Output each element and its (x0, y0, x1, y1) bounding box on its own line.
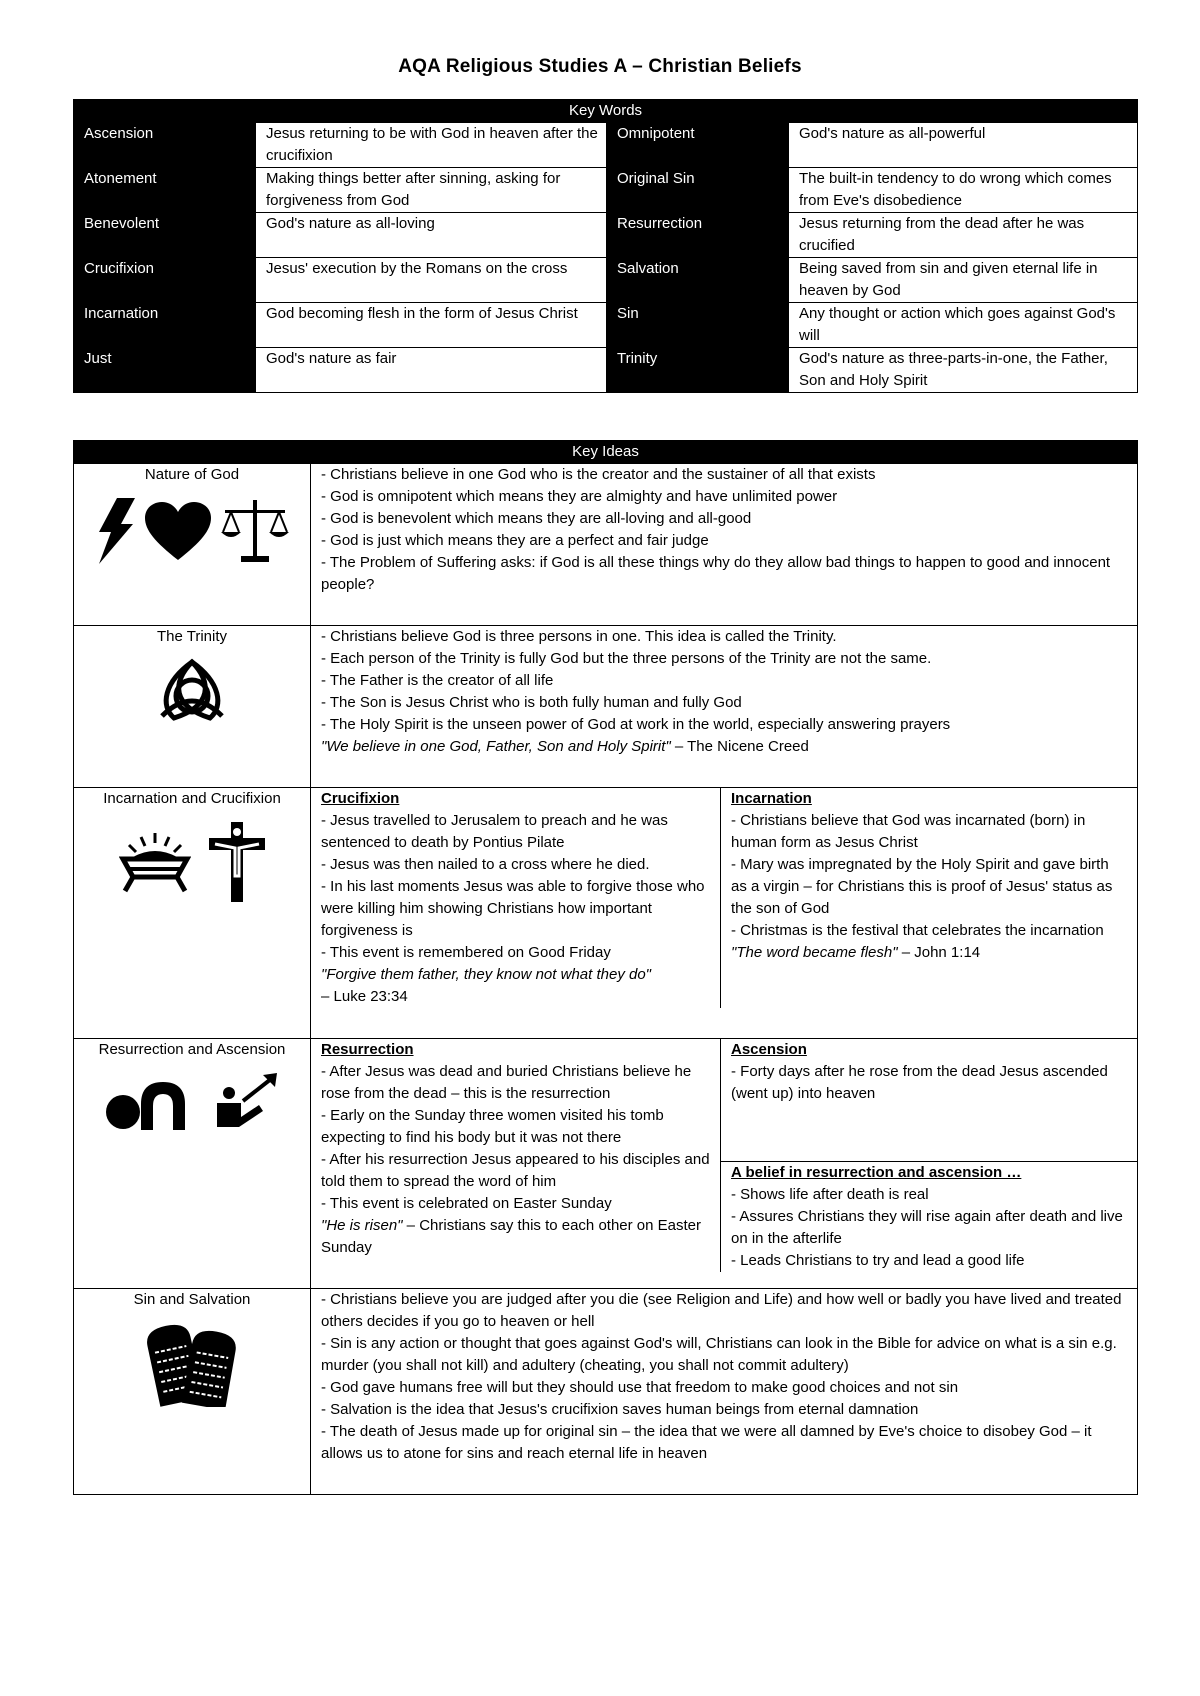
quote-source: – John 1:14 (897, 944, 981, 961)
text-line: - This event is remembered on Good Friday (321, 944, 611, 961)
text-line: - In his last moments Jesus was able to forgive those who were killing him showing Christians how important forgiveness is (321, 878, 705, 939)
key-ideas-header: Key Ideas (74, 441, 1138, 464)
text-line: - God gave humans free will but they should use that freedom to make good choices and not sin (321, 1379, 959, 1396)
key-word-row (74, 258, 1138, 303)
topic-label: Incarnation and Crucifixion (103, 790, 281, 807)
key-words-header: Key Words (74, 100, 1138, 123)
quote-source: – Christians say this to each other on Easter Sunday (321, 1217, 701, 1256)
heart-icon (145, 502, 211, 560)
definition: God's nature as all-powerful (789, 123, 1138, 168)
quote-line (321, 736, 1127, 758)
term: Trinity (607, 348, 789, 393)
trinity-row (74, 626, 1138, 788)
text-line: - Sin is any action or thought that goes against God's will, Christians can look in the Bible for advice on what is a sin e.g. murder (you shall not kill) and adultery (cheating, you shall not commit adultery) (321, 1335, 1117, 1374)
quote: "He is risen" (321, 1217, 403, 1234)
text-line: - The death of Jesus made up for original sin – the idea that we were all damned by Eve's choice to disobey God – it allows us to atone for sins and reach eternal life in heaven (321, 1423, 1092, 1462)
sin-salvation-row (74, 1289, 1138, 1495)
key-word-row (74, 213, 1138, 258)
text-line: - Shows life after death is real (731, 1186, 929, 1203)
page-title: AQA Religious Studies A – Christian Beliefs (398, 56, 802, 77)
topic-label: The Trinity (156, 628, 228, 645)
term: Just (74, 348, 256, 393)
topic-label: Resurrection and Ascension (98, 1041, 286, 1058)
resurrection-ascension-row (74, 1039, 1138, 1289)
incarnation-crucifixion-row (74, 788, 1138, 1039)
key-word-row (74, 168, 1138, 213)
definition: God's nature as all-loving (256, 213, 607, 258)
ascending-person-icon (213, 1071, 279, 1137)
key-words-table (73, 99, 1138, 393)
term: Sin (607, 303, 789, 348)
quote-line (321, 1215, 710, 1259)
lightning-icon (95, 498, 135, 564)
text-line: - Early on the Sunday three women visited his tomb expecting to find his body but it was not there (321, 1107, 664, 1146)
quote: "We believe in one God, Father, Son and Holy Spirit" (321, 738, 671, 755)
term: Incarnation (74, 303, 256, 348)
text-line: - After Jesus was dead and buried Christians believe he rose from the dead – this is the resurrection (321, 1063, 692, 1102)
text-line: - The Problem of Suffering asks: if God is all these things why do they allow bad things to happen to good and innocent people? (321, 554, 1111, 593)
term: Crucifixion (74, 258, 256, 303)
text-line: - Leads Christians to try and lead a good life (731, 1252, 1025, 1269)
text-line: - The Father is the creator of all life (321, 672, 554, 689)
ascension-heading: Ascension (731, 1041, 807, 1058)
quote-source: – The Nicene Creed (670, 738, 809, 755)
commandment-tablets-icon (146, 1321, 238, 1407)
text-line: - Salvation is the idea that Jesus's crucifixion saves human beings from eternal damnation (321, 1401, 919, 1418)
text-line: - Assures Christians they will rise again after death and live on in the afterlife (731, 1208, 1123, 1247)
text-line: - God is just which means they are a perfect and fair judge (321, 532, 709, 549)
text-line: - Forty days after he rose from the dead Jesus ascended (went up) into heaven (731, 1063, 1108, 1102)
quote-source: – Luke 23:34 (321, 988, 408, 1005)
trinity-knot-icon (154, 656, 230, 726)
quote: "The word became flesh" (731, 944, 898, 961)
topic-label: Sin and Salvation (133, 1291, 251, 1308)
text-line: - After his resurrection Jesus appeared to his disciples and told them to spread the word of him (321, 1151, 710, 1190)
term: Benevolent (74, 213, 256, 258)
definition: God's nature as fair (256, 348, 607, 393)
text-line: - Christmas is the festival that celebrates the incarnation (731, 922, 1104, 939)
text-line: - Jesus travelled to Jerusalem to preach and he was sentenced to death by Pontius Pilate (321, 812, 668, 851)
term: Atonement (74, 168, 256, 213)
term: Omnipotent (607, 123, 789, 168)
text-line: - Christians believe you are judged after you die (see Religion and Life) and how well or badly you have lived and treated others decides if you go to heaven or hell (321, 1291, 1122, 1330)
definition: Jesus returning from the dead after he was crucified (789, 213, 1138, 258)
term: Ascension (74, 123, 256, 168)
term: Resurrection (607, 213, 789, 258)
text-line: - Christians believe in one God who is the creator and the sustainer of all that exists (321, 466, 876, 483)
definition: Making things better after sinning, asking for forgiveness from God (256, 168, 607, 213)
term: Salvation (607, 258, 789, 303)
term: Original Sin (607, 168, 789, 213)
quote-line (731, 942, 1127, 964)
definition: God's nature as three-parts-in-one, the Father, Son and Holy Spirit (789, 348, 1138, 393)
definition: Any thought or action which goes against God's will (789, 303, 1138, 348)
key-word-row (74, 303, 1138, 348)
key-ideas-table (73, 440, 1138, 1495)
crucifix-icon (209, 822, 265, 902)
scales-icon (221, 498, 289, 564)
key-word-row (74, 348, 1138, 393)
definition: Jesus returning to be with God in heaven after the crucifixion (256, 123, 607, 168)
text-line: - This event is celebrated on Easter Sunday (321, 1195, 612, 1212)
text-line: - God is omnipotent which means they are almighty and have unlimited power (321, 488, 838, 505)
definition: Being saved from sin and given eternal life in heaven by God (789, 258, 1138, 303)
definition: The built-in tendency to do wrong which comes from Eve's disobedience (789, 168, 1138, 213)
definition: God becoming flesh in the form of Jesus Christ (256, 303, 607, 348)
crucifixion-heading: Crucifixion (321, 790, 400, 807)
belief-heading: A belief in resurrection and ascension … (731, 1164, 1022, 1181)
definition: Jesus' execution by the Romans on the cross (256, 258, 607, 303)
text-line: - Mary was impregnated by the Holy Spirit and gave birth as a virgin – for Christians this is proof of Jesus' status as the son of God (731, 856, 1113, 917)
quote: "Forgive them father, they know not what they do" (321, 966, 651, 983)
resurrection-heading: Resurrection (321, 1041, 414, 1058)
text-line: - Each person of the Trinity is fully God but the three persons of the Trinity are not the same. (321, 650, 932, 667)
topic-label: Nature of God (144, 466, 240, 483)
manger-icon (119, 831, 191, 893)
text-line: - The Son is Jesus Christ who is both fully human and fully God (321, 694, 742, 711)
text-line: - Christians believe that God was incarnated (born) in human form as Jesus Christ (731, 812, 1086, 851)
text-line: - Jesus was then nailed to a cross where he died. (321, 856, 650, 873)
tomb-icon (105, 1078, 191, 1130)
nature-of-god-row (74, 464, 1138, 626)
text-line: - God is benevolent which means they are all-loving and all-good (321, 510, 752, 527)
key-word-row (74, 123, 1138, 168)
text-line: - Christians believe God is three persons in one. This idea is called the Trinity. (321, 628, 837, 645)
incarnation-heading: Incarnation (731, 790, 812, 807)
text-line: - The Holy Spirit is the unseen power of God at work in the world, especially answering prayers (321, 716, 951, 733)
